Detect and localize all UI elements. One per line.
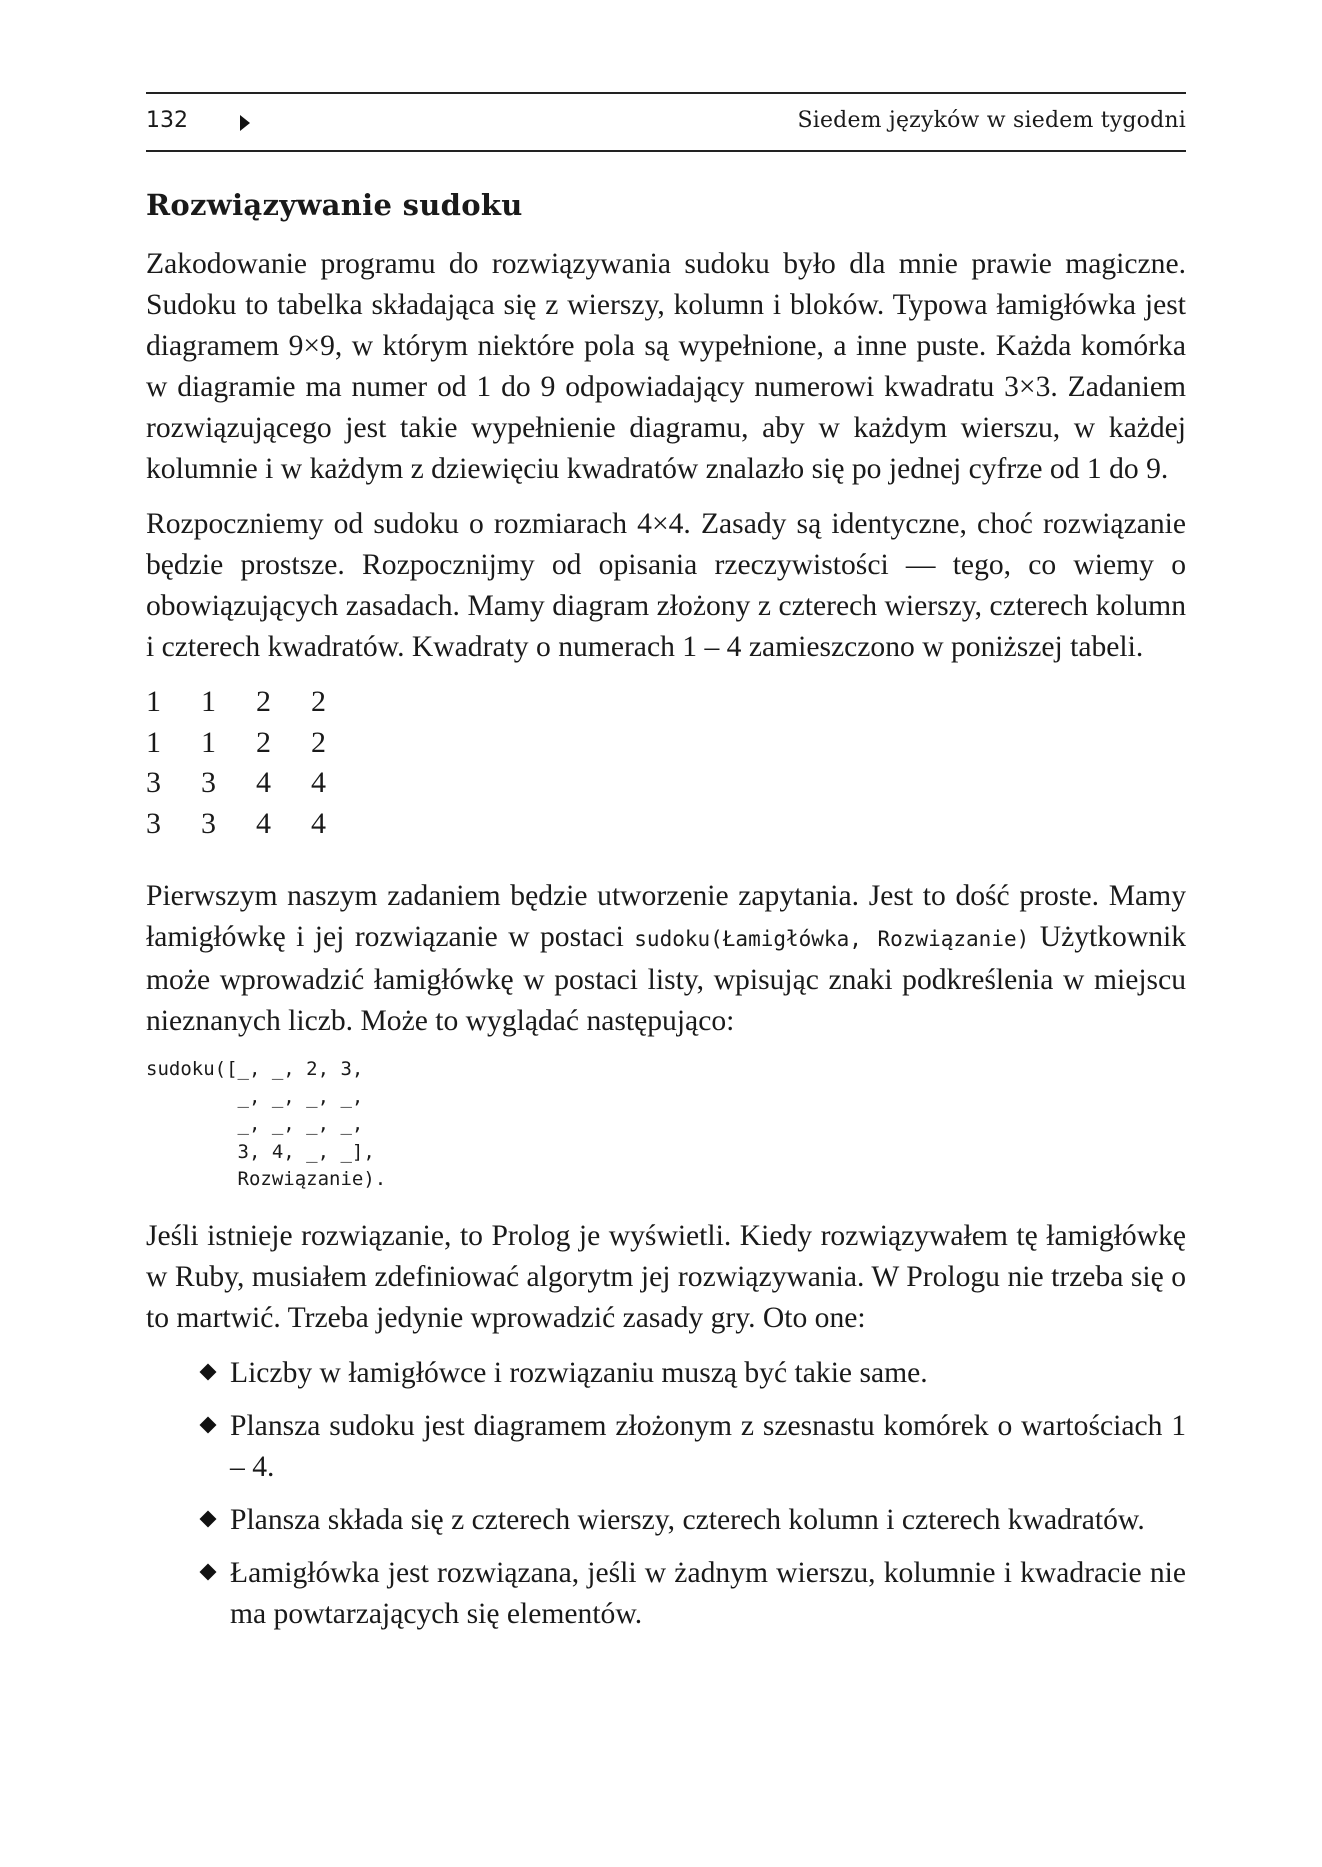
paragraph-4x4: Rozpoczniemy od sudoku o rozmiarach 4×4. Zasady są identyczne, choć rozwiązanie będzie prostsze. Rozpocznijmy od opisania rzeczywistości — tego, co wiemy o obowiązujących zasadach. Mamy diagram złożony z czterech wierszy, czterech kolumn i czterech kwadratów. Kwadraty o numerach 1 – 4 zamieszczono w poniższej tabeli. (146, 508, 1186, 663)
grid-cell: 3 (146, 806, 161, 840)
list-item (202, 1553, 1186, 1635)
list-item-text: Plansza składa się z czterech wierszy, czterech kolumn i czterech kwadratów. (230, 1503, 1145, 1536)
grid-row (146, 804, 1186, 845)
diamond-bullet-icon (200, 1416, 217, 1433)
section-heading: Rozwiązywanie sudoku (146, 188, 523, 222)
grid-cell: 3 (146, 766, 161, 799)
grid-cell: 2 (256, 685, 271, 718)
list-item (202, 1353, 1186, 1394)
rules-list (202, 1353, 1186, 1635)
grid-cell: 4 (311, 766, 326, 799)
grid-cell: 2 (311, 725, 326, 759)
inline-code: sudoku(Łamigłówka, Rozwiązanie) (634, 927, 1030, 951)
grid-cell: 3 (201, 806, 216, 840)
grid-cell: 4 (311, 806, 326, 840)
triangle-right-icon (240, 115, 250, 131)
list-item-text: Łamigłówka jest rozwiązana, jeśli w żadnym wierszu, kolumnie i kwadracie nie ma powtarzających się elementów. (230, 1556, 1186, 1630)
running-title: Siedem języków w siedem tygodni (797, 108, 1186, 133)
grid-cell: 1 (201, 725, 216, 759)
list-item (202, 1406, 1186, 1488)
query-text-after: Użytkownik może wprowadzić łamigłówkę w postaci listy, wpisując znaki podkreślenia w miejscu nieznanych liczb. Może to wyglądać następująco: (146, 921, 1187, 1037)
square-number-grid (146, 682, 1186, 844)
paragraph-query (146, 876, 1186, 1042)
grid-cell: 1 (146, 685, 161, 718)
diamond-bullet-icon (200, 1363, 217, 1380)
list-item-text: Liczby w łamigłówce i rozwiązaniu muszą być takie same. (230, 1356, 928, 1389)
list-item-text: Plansza sudoku jest diagramem złożonym z szesnastu komórek o wartościach 1 – 4. (230, 1409, 1186, 1483)
paragraph-rules-intro: Jeśli istnieje rozwiązanie, to Prolog je wyświetli. Kiedy rozwiązywałem tę łamigłówkę w Ruby, musiałem zdefiniować algorytm jej rozwiązywania. W Prologu nie trzeba się o to martwić. Trzeba jedynie wprowadzić zasady gry. Oto one: (146, 1219, 1186, 1334)
paragraph-intro: Zakodowanie programu do rozwiązywania sudoku było dla mnie prawie magiczne. Sudoku to tabelka składająca się z wierszy, kolumn i bloków. Typowa łamigłówka jest diagramem 9×9, w którym niektóre pola są wypełnione, a inne puste. Każda komórka w diagramie ma numer od 1 do 9 odpowiadający numerowi kwadratu 3×3. Zadaniem rozwiązującego jest takie wypełnienie diagramu, aby w każdym wierszu, w każdej kolumnie i w każdym z dziewięciu kwadratów znalazło się po jednej cyfrze od 1 do 9. (146, 248, 1186, 485)
grid-cell: 1 (146, 725, 161, 759)
page-header (146, 92, 1186, 152)
page-number: 132 (146, 108, 188, 133)
grid-cell: 1 (201, 685, 216, 718)
grid-cell: 2 (256, 725, 271, 759)
diamond-bullet-icon (200, 1563, 217, 1580)
book-page (146, 92, 1186, 1647)
grid-row (146, 763, 1186, 804)
grid-row (146, 682, 1186, 723)
grid-cell: 2 (311, 685, 326, 718)
query-text-before: Pierwszym naszym zadaniem będzie utworzenie zapytania. Jest to dość proste. Mamy łamigłówkę i jej rozwiązanie w postaci (146, 880, 1186, 953)
code-block: sudoku([_, _, 2, 3, _, _, _, _, _, _, _, _, 3, 4, _, _], Rozwiązanie). (146, 1058, 387, 1190)
list-item (202, 1500, 1186, 1541)
grid-cell: 4 (256, 806, 271, 840)
grid-cell: 4 (256, 766, 271, 799)
grid-row (146, 723, 1186, 764)
grid-cell: 3 (201, 766, 216, 799)
diamond-bullet-icon (200, 1510, 217, 1527)
